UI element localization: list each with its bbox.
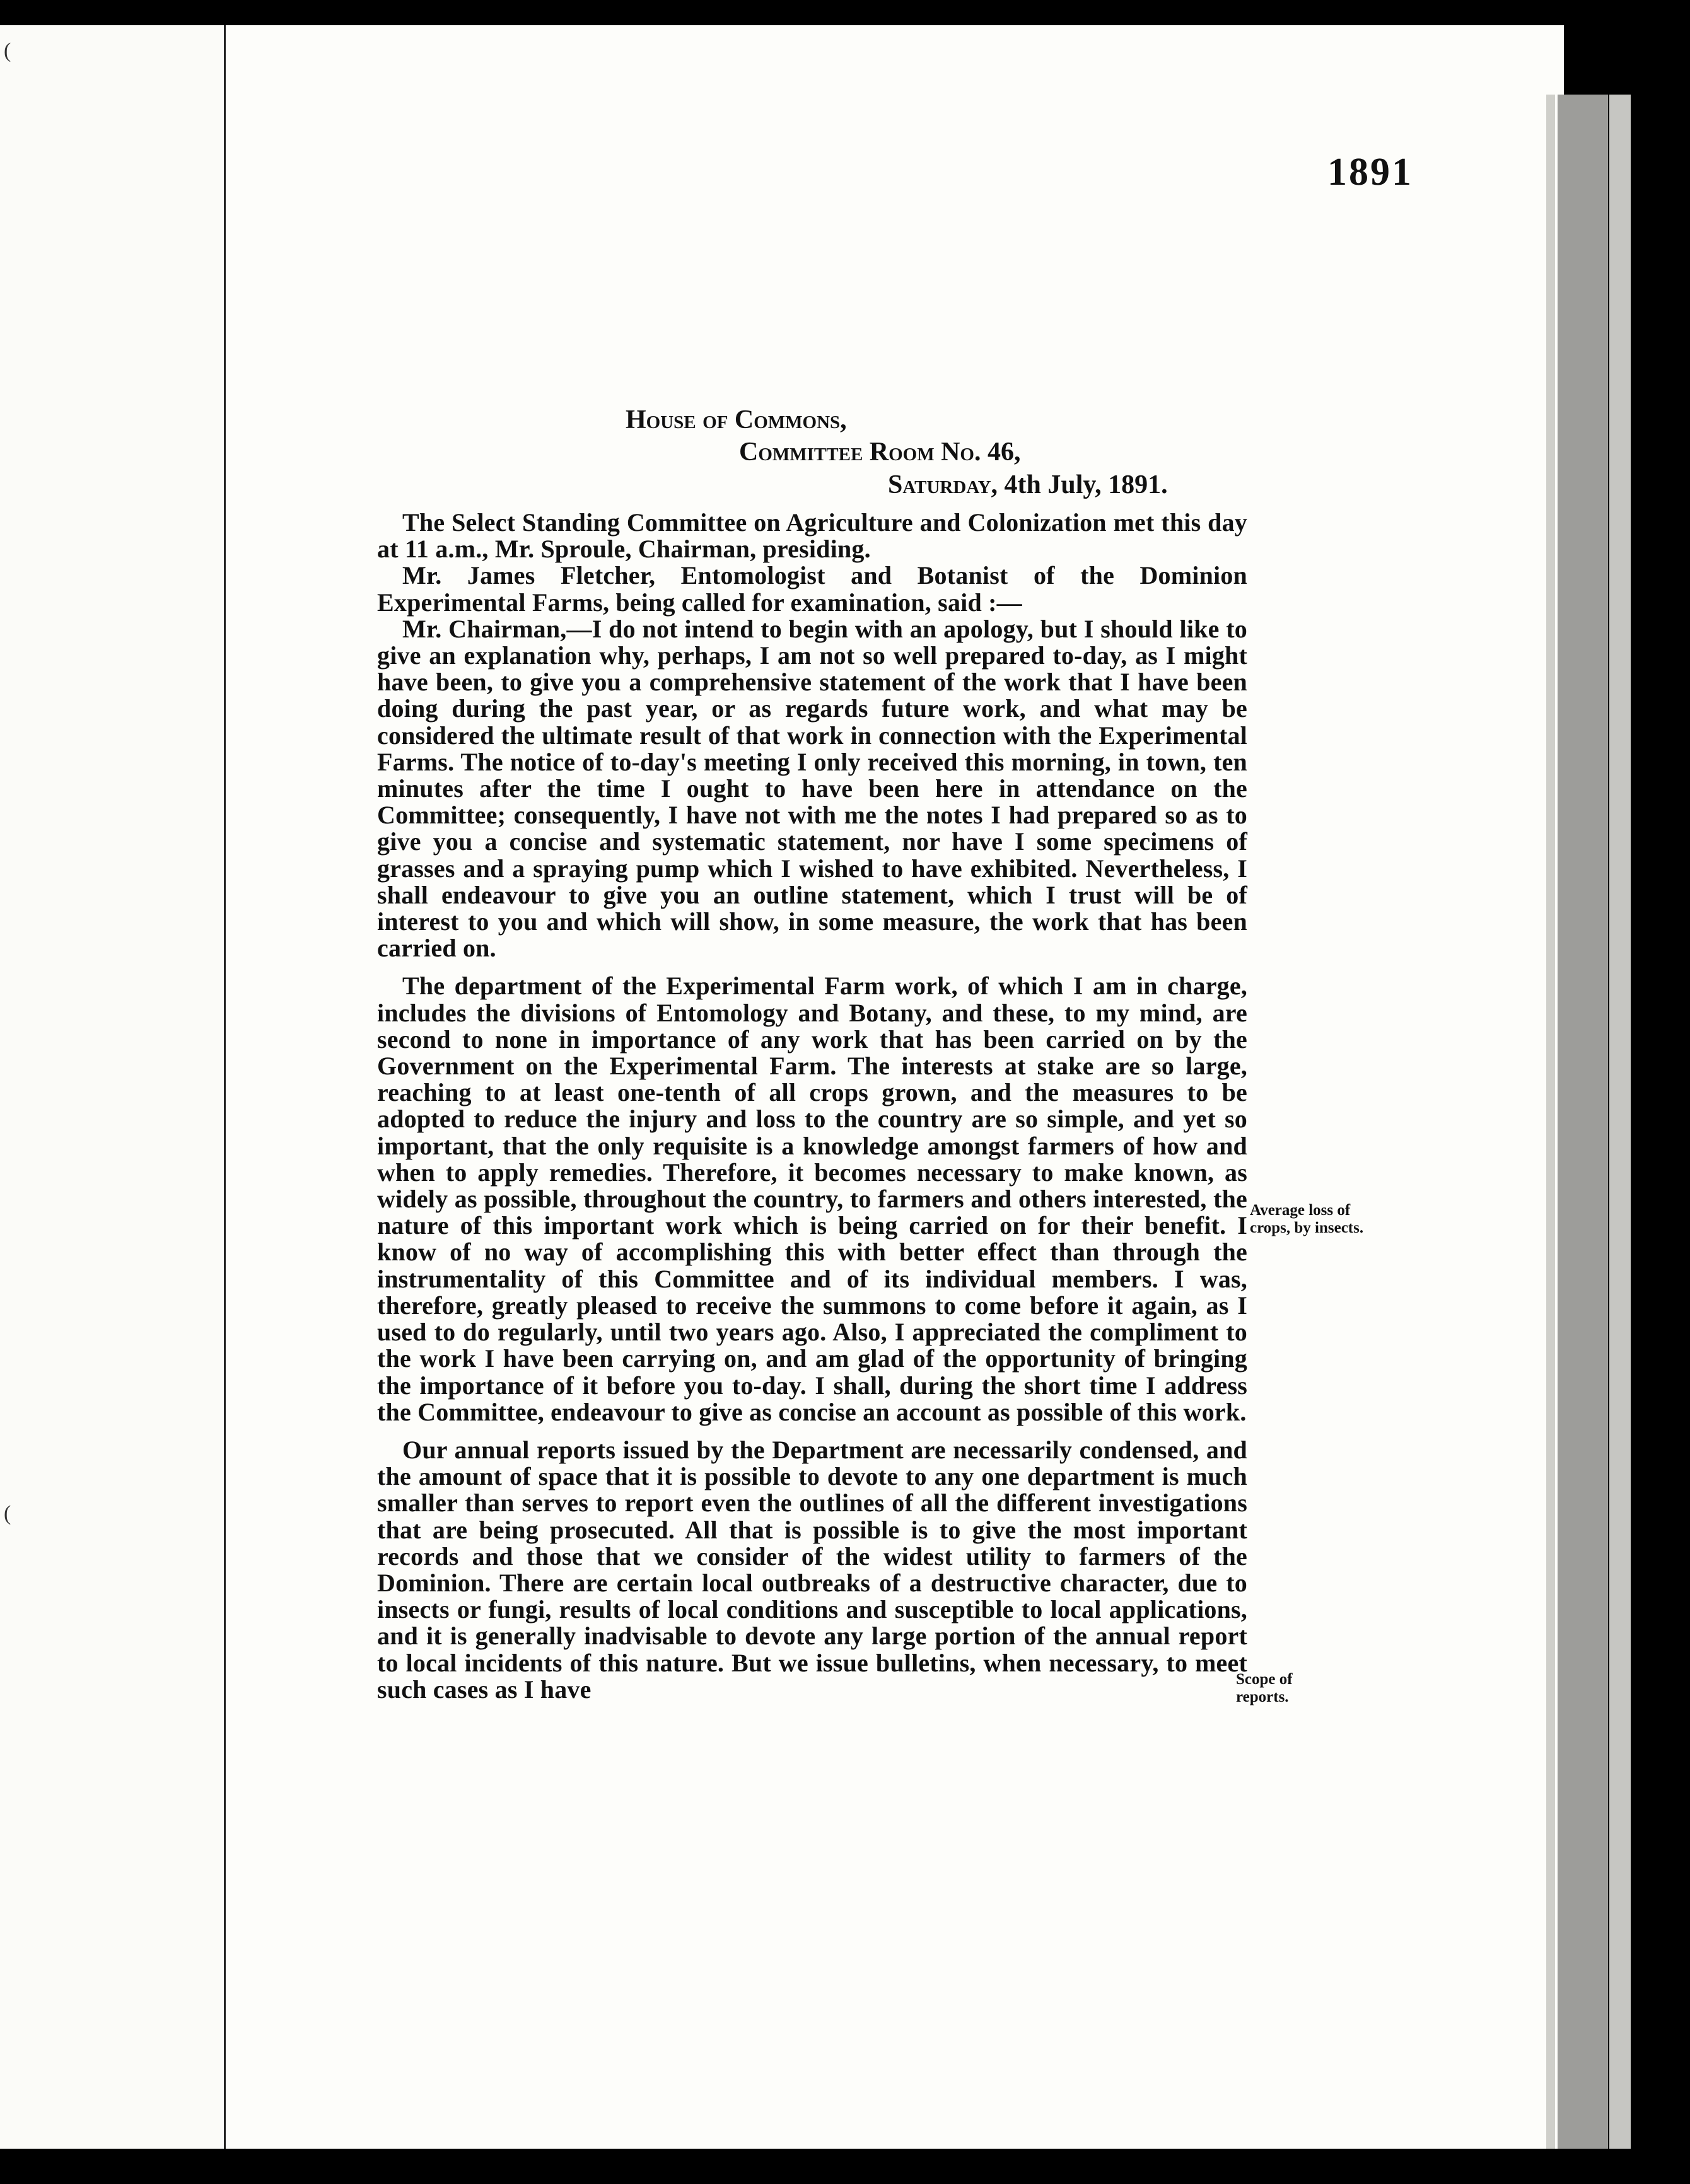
heading-room: Committee Room No. 46, <box>739 438 1021 467</box>
left-page-mark: ( <box>4 1502 11 1525</box>
page-edge <box>1609 95 1631 2149</box>
heading-house: House of Commons, <box>626 405 847 434</box>
left-page-fragment <box>0 25 228 2149</box>
page-edge <box>1546 95 1555 2149</box>
body-text <box>377 509 1247 1703</box>
margin-note: Scope of reports. <box>1236 1671 1293 1705</box>
margin-note: Average loss of crops, by insects. <box>1250 1202 1364 1236</box>
paragraph: Mr. Chairman,—I do not intend to begin with an apology, but I should like to give an explanation why, perhaps, I am not so well prepared to-day, as I might have been, to give you a comprehensive statement of the work that I have been doing during the past year, or as regards future work, and what may be considered the ultimate result of that work in connection with the Experimental Farms. The notice of to-day's meeting I only received this morning, in town, ten minutes after the time I ought to have been here in attendance on the Committee; consequently, I have not with me the notes I had prepared so as to give you a concise and systematic statement, nor have I some specimens of grasses and a spraying pump which I wished to have exhibited. Nevertheless, I shall endeavour to give you an outline statement, which I trust will be of interest to you and which will show, in some measure, the work that has been carried on. <box>377 614 1247 963</box>
heading-date <box>888 470 1168 500</box>
page-edge <box>1558 95 1608 2149</box>
paragraph: Mr. James Fletcher, Entomologist and Botanist of the Dominion Experimental Farms, being called for examination, said :— <box>377 561 1247 617</box>
page-number: 1891 <box>1327 151 1413 194</box>
heading-date-text: , 4th July, 1891. <box>991 470 1168 499</box>
left-page-mark: ( <box>4 39 11 62</box>
paragraph: The Select Standing Committee on Agriculture and Colonization met this day at 11 a.m., Mr. Sproule, Chairman, presiding. <box>377 508 1247 564</box>
paragraph: Our annual reports issued by the Department are necessarily condensed, and the amount of space that it is possible to devote to any one department is much smaller than serves to report even the outlines of all the different investigations that are being prosecuted. All that is possible is to give the most important records and those that we consider of the widest utility to farmers of the Dominion. There are certain local outbreaks of a destructive character, due to insects or fungi, results of local conditions and susceptible to local applications, and it is generally inadvisable to devote any large portion of the annual report to local incidents of this nature. But we issue bulletins, when necessary, to meet such cases as I have <box>377 1435 1247 1704</box>
heading-day: Saturday <box>888 470 991 499</box>
paragraph: The department of the Experimental Farm work, of which I am in charge, includes the divisions of Entomology and Botany, and these, to my mind, are second to none in importance of any work that has been carried on by the Government on the Experimental Farm. The interests at stake are so large, reaching to at least one-tenth of all crops grown, and the measures to be adopted to reduce the injury and loss to the country are so simple, and yet so important, that the only requisite is a knowledge amongst farmers of how and when to apply remedies. Therefore, it becomes necessary to make known, as widely as possible, throughout the country, to farmers and others interested, the nature of this important work which is being carried on for their benefit. I know of no way of accomplishing this with better effect than through the instrumentality of this Committee and of its individual members. I was, therefore, greatly pleased to receive the summons to come before it again, as I used to do regularly, until two years ago. Also, I appreciated the compliment to the work I have been carrying on, and am glad of the opportunity of bringing the importance of it before you to-day. I shall, during the short time I address the Committee, endeavour to give as concise an account as possible of this work. <box>377 972 1247 1426</box>
